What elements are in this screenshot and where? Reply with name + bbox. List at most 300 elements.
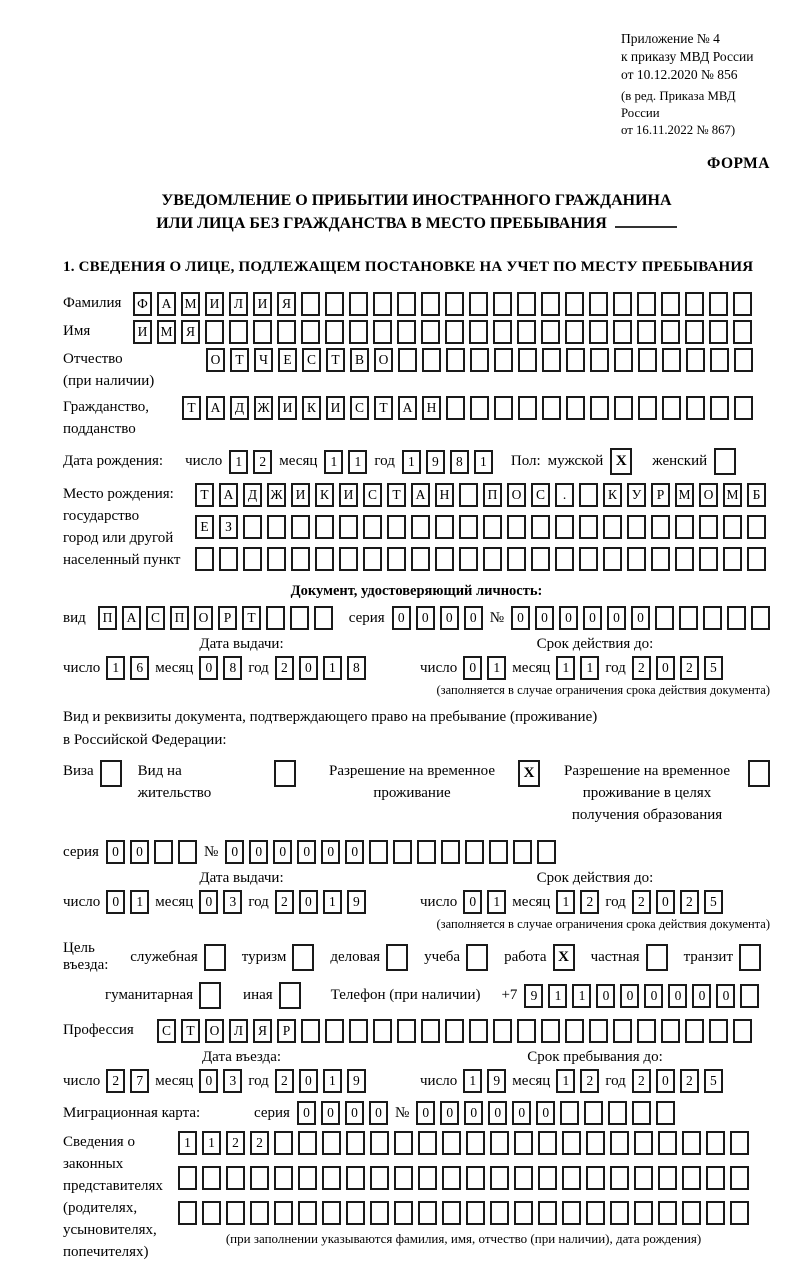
char-cell[interactable] — [733, 320, 752, 344]
char-cell[interactable] — [445, 1019, 464, 1043]
char-cell[interactable] — [608, 1101, 627, 1125]
char-cell[interactable] — [411, 547, 430, 571]
char-cell[interactable]: 8 — [347, 656, 366, 680]
char-cell[interactable]: 2 — [106, 1069, 125, 1093]
purpose-private-checkbox[interactable] — [646, 944, 668, 971]
char-cell[interactable]: 0 — [345, 1101, 364, 1125]
char-cell[interactable]: Л — [229, 1019, 248, 1043]
char-cell[interactable] — [363, 547, 382, 571]
char-cell[interactable] — [446, 348, 465, 372]
char-cell[interactable] — [632, 1101, 651, 1125]
char-cell[interactable] — [603, 515, 622, 539]
char-cell[interactable] — [370, 1131, 389, 1155]
char-cell[interactable]: 1 — [580, 656, 599, 680]
char-cell[interactable] — [398, 348, 417, 372]
char-cell[interactable] — [483, 515, 502, 539]
char-cell[interactable] — [483, 547, 502, 571]
char-cell[interactable] — [394, 1201, 413, 1225]
temp-residence-checkbox[interactable]: X — [518, 760, 540, 787]
char-cell[interactable] — [418, 1201, 437, 1225]
char-cell[interactable]: 0 — [644, 984, 663, 1008]
char-cell[interactable] — [517, 1019, 536, 1043]
char-cell[interactable] — [661, 320, 680, 344]
char-cell[interactable]: 0 — [299, 890, 318, 914]
char-cell[interactable] — [682, 1131, 701, 1155]
char-cell[interactable] — [675, 515, 694, 539]
char-cell[interactable] — [610, 1166, 629, 1190]
char-cell[interactable] — [751, 606, 770, 630]
purpose-official-checkbox[interactable] — [204, 944, 226, 971]
char-cell[interactable] — [613, 320, 632, 344]
char-cell[interactable] — [421, 292, 440, 316]
char-cell[interactable]: 5 — [704, 656, 723, 680]
temp-residence-education-checkbox[interactable] — [748, 760, 770, 787]
char-cell[interactable] — [634, 1131, 653, 1155]
char-cell[interactable] — [740, 984, 759, 1008]
char-cell[interactable]: С — [146, 606, 165, 630]
char-cell[interactable]: 1 — [202, 1131, 221, 1155]
visa-checkbox[interactable] — [100, 760, 122, 787]
char-cell[interactable]: П — [170, 606, 189, 630]
char-cell[interactable] — [634, 1201, 653, 1225]
char-cell[interactable] — [422, 348, 441, 372]
char-cell[interactable] — [514, 1166, 533, 1190]
char-cell[interactable] — [518, 396, 537, 420]
char-cell[interactable] — [613, 1019, 632, 1043]
char-cell[interactable] — [445, 292, 464, 316]
char-cell[interactable] — [579, 515, 598, 539]
char-cell[interactable] — [541, 292, 560, 316]
char-cell[interactable]: 0 — [656, 1069, 675, 1093]
char-cell[interactable]: 0 — [369, 1101, 388, 1125]
char-cell[interactable] — [586, 1131, 605, 1155]
char-cell[interactable]: 1 — [323, 656, 342, 680]
char-cell[interactable]: 1 — [548, 984, 567, 1008]
char-cell[interactable] — [370, 1201, 389, 1225]
char-cell[interactable]: 0 — [596, 984, 615, 1008]
char-cell[interactable]: Е — [195, 515, 214, 539]
char-cell[interactable]: 9 — [487, 1069, 506, 1093]
char-cell[interactable]: Р — [218, 606, 237, 630]
char-cell[interactable]: 0 — [345, 840, 364, 864]
char-cell[interactable] — [565, 292, 584, 316]
char-cell[interactable]: 0 — [692, 984, 711, 1008]
char-cell[interactable] — [349, 320, 368, 344]
purpose-other-checkbox[interactable] — [279, 982, 301, 1009]
char-cell[interactable]: 0 — [416, 606, 435, 630]
char-cell[interactable]: 1 — [487, 656, 506, 680]
char-cell[interactable] — [291, 547, 310, 571]
char-cell[interactable]: 1 — [402, 450, 421, 474]
char-cell[interactable] — [243, 515, 262, 539]
char-cell[interactable]: 0 — [464, 606, 483, 630]
char-cell[interactable]: 0 — [716, 984, 735, 1008]
char-cell[interactable]: Е — [278, 348, 297, 372]
char-cell[interactable] — [637, 292, 656, 316]
char-cell[interactable] — [459, 515, 478, 539]
char-cell[interactable] — [470, 396, 489, 420]
char-cell[interactable] — [658, 1131, 677, 1155]
char-cell[interactable] — [226, 1201, 245, 1225]
char-cell[interactable]: А — [157, 292, 176, 316]
char-cell[interactable] — [517, 292, 536, 316]
char-cell[interactable] — [682, 1201, 701, 1225]
char-cell[interactable] — [469, 320, 488, 344]
char-cell[interactable] — [393, 840, 412, 864]
char-cell[interactable] — [699, 547, 718, 571]
char-cell[interactable] — [747, 547, 766, 571]
char-cell[interactable] — [686, 396, 705, 420]
char-cell[interactable] — [589, 320, 608, 344]
char-cell[interactable] — [590, 396, 609, 420]
char-cell[interactable] — [418, 1131, 437, 1155]
char-cell[interactable]: А — [122, 606, 141, 630]
char-cell[interactable]: 2 — [580, 1069, 599, 1093]
char-cell[interactable] — [685, 320, 704, 344]
char-cell[interactable] — [459, 483, 478, 507]
char-cell[interactable]: 0 — [536, 1101, 555, 1125]
char-cell[interactable] — [494, 348, 513, 372]
char-cell[interactable]: А — [411, 483, 430, 507]
char-cell[interactable] — [723, 515, 742, 539]
char-cell[interactable] — [586, 1166, 605, 1190]
char-cell[interactable] — [339, 515, 358, 539]
char-cell[interactable] — [229, 320, 248, 344]
char-cell[interactable] — [579, 483, 598, 507]
char-cell[interactable] — [253, 320, 272, 344]
char-cell[interactable] — [373, 292, 392, 316]
residence-permit-checkbox[interactable] — [274, 760, 296, 787]
char-cell[interactable]: 3 — [223, 1069, 242, 1093]
char-cell[interactable] — [614, 348, 633, 372]
char-cell[interactable] — [637, 1019, 656, 1043]
char-cell[interactable] — [710, 348, 729, 372]
char-cell[interactable] — [363, 515, 382, 539]
char-cell[interactable] — [541, 320, 560, 344]
char-cell[interactable] — [266, 606, 285, 630]
char-cell[interactable]: 1 — [474, 450, 493, 474]
char-cell[interactable]: 9 — [524, 984, 543, 1008]
char-cell[interactable] — [586, 1201, 605, 1225]
char-cell[interactable] — [435, 515, 454, 539]
char-cell[interactable]: 0 — [559, 606, 578, 630]
char-cell[interactable]: 2 — [253, 450, 272, 474]
char-cell[interactable] — [421, 320, 440, 344]
char-cell[interactable]: Р — [277, 1019, 296, 1043]
char-cell[interactable] — [490, 1131, 509, 1155]
char-cell[interactable]: И — [326, 396, 345, 420]
char-cell[interactable] — [314, 606, 333, 630]
char-cell[interactable] — [493, 1019, 512, 1043]
char-cell[interactable] — [656, 1101, 675, 1125]
char-cell[interactable]: 2 — [275, 890, 294, 914]
char-cell[interactable] — [733, 1019, 752, 1043]
char-cell[interactable] — [250, 1201, 269, 1225]
char-cell[interactable] — [489, 840, 508, 864]
char-cell[interactable] — [494, 396, 513, 420]
char-cell[interactable] — [315, 515, 334, 539]
char-cell[interactable]: И — [339, 483, 358, 507]
char-cell[interactable] — [373, 320, 392, 344]
char-cell[interactable] — [445, 320, 464, 344]
char-cell[interactable] — [466, 1201, 485, 1225]
char-cell[interactable] — [370, 1166, 389, 1190]
char-cell[interactable] — [589, 1019, 608, 1043]
char-cell[interactable] — [627, 515, 646, 539]
char-cell[interactable] — [730, 1201, 749, 1225]
char-cell[interactable]: Т — [387, 483, 406, 507]
char-cell[interactable]: 1 — [556, 1069, 575, 1093]
char-cell[interactable] — [267, 547, 286, 571]
char-cell[interactable]: Т — [230, 348, 249, 372]
char-cell[interactable]: К — [603, 483, 622, 507]
char-cell[interactable] — [301, 320, 320, 344]
char-cell[interactable]: 0 — [299, 1069, 318, 1093]
char-cell[interactable]: 8 — [223, 656, 242, 680]
char-cell[interactable]: К — [315, 483, 334, 507]
char-cell[interactable]: З — [219, 515, 238, 539]
char-cell[interactable] — [274, 1201, 293, 1225]
char-cell[interactable]: 0 — [392, 606, 411, 630]
char-cell[interactable]: С — [531, 483, 550, 507]
char-cell[interactable] — [493, 292, 512, 316]
char-cell[interactable]: 1 — [178, 1131, 197, 1155]
char-cell[interactable] — [531, 515, 550, 539]
char-cell[interactable] — [411, 515, 430, 539]
char-cell[interactable] — [562, 1131, 581, 1155]
char-cell[interactable] — [710, 396, 729, 420]
char-cell[interactable]: 0 — [512, 1101, 531, 1125]
char-cell[interactable]: У — [627, 483, 646, 507]
char-cell[interactable] — [541, 1019, 560, 1043]
char-cell[interactable] — [469, 1019, 488, 1043]
char-cell[interactable]: 0 — [199, 656, 218, 680]
char-cell[interactable] — [397, 320, 416, 344]
char-cell[interactable]: 1 — [487, 890, 506, 914]
char-cell[interactable] — [322, 1201, 341, 1225]
char-cell[interactable] — [603, 547, 622, 571]
char-cell[interactable]: К — [302, 396, 321, 420]
char-cell[interactable]: 1 — [348, 450, 367, 474]
char-cell[interactable] — [661, 292, 680, 316]
char-cell[interactable]: 0 — [299, 656, 318, 680]
char-cell[interactable]: 2 — [680, 1069, 699, 1093]
char-cell[interactable]: 1 — [556, 656, 575, 680]
char-cell[interactable]: Т — [181, 1019, 200, 1043]
char-cell[interactable]: М — [181, 292, 200, 316]
char-cell[interactable] — [346, 1201, 365, 1225]
char-cell[interactable] — [614, 396, 633, 420]
char-cell[interactable] — [465, 840, 484, 864]
char-cell[interactable]: 0 — [440, 1101, 459, 1125]
char-cell[interactable]: 2 — [226, 1131, 245, 1155]
char-cell[interactable]: Т — [182, 396, 201, 420]
char-cell[interactable] — [658, 1166, 677, 1190]
char-cell[interactable] — [562, 1166, 581, 1190]
char-cell[interactable] — [178, 1201, 197, 1225]
char-cell[interactable]: А — [219, 483, 238, 507]
char-cell[interactable] — [723, 547, 742, 571]
char-cell[interactable]: Я — [181, 320, 200, 344]
char-cell[interactable]: 0 — [656, 890, 675, 914]
char-cell[interactable] — [613, 292, 632, 316]
char-cell[interactable]: Л — [229, 292, 248, 316]
char-cell[interactable]: Н — [422, 396, 441, 420]
char-cell[interactable]: И — [291, 483, 310, 507]
char-cell[interactable] — [730, 1166, 749, 1190]
char-cell[interactable] — [219, 547, 238, 571]
char-cell[interactable] — [651, 547, 670, 571]
char-cell[interactable] — [610, 1131, 629, 1155]
char-cell[interactable] — [537, 840, 556, 864]
char-cell[interactable]: И — [205, 292, 224, 316]
char-cell[interactable]: 0 — [321, 840, 340, 864]
char-cell[interactable]: 1 — [106, 656, 125, 680]
char-cell[interactable] — [685, 1019, 704, 1043]
char-cell[interactable]: 2 — [680, 656, 699, 680]
char-cell[interactable]: 0 — [535, 606, 554, 630]
char-cell[interactable] — [627, 547, 646, 571]
char-cell[interactable] — [291, 515, 310, 539]
char-cell[interactable]: 0 — [607, 606, 626, 630]
char-cell[interactable]: 2 — [275, 656, 294, 680]
char-cell[interactable] — [555, 547, 574, 571]
char-cell[interactable]: Д — [243, 483, 262, 507]
char-cell[interactable]: М — [157, 320, 176, 344]
char-cell[interactable] — [470, 348, 489, 372]
char-cell[interactable]: В — [350, 348, 369, 372]
char-cell[interactable]: 0 — [464, 1101, 483, 1125]
char-cell[interactable]: 2 — [275, 1069, 294, 1093]
char-cell[interactable] — [202, 1166, 221, 1190]
char-cell[interactable]: 1 — [556, 890, 575, 914]
char-cell[interactable] — [706, 1131, 725, 1155]
char-cell[interactable] — [675, 547, 694, 571]
char-cell[interactable] — [243, 547, 262, 571]
char-cell[interactable]: 1 — [323, 1069, 342, 1093]
char-cell[interactable]: С — [157, 1019, 176, 1043]
char-cell[interactable] — [638, 348, 657, 372]
char-cell[interactable] — [514, 1131, 533, 1155]
char-cell[interactable] — [442, 1166, 461, 1190]
purpose-study-checkbox[interactable] — [466, 944, 488, 971]
char-cell[interactable] — [507, 515, 526, 539]
char-cell[interactable] — [369, 840, 388, 864]
char-cell[interactable]: 0 — [321, 1101, 340, 1125]
char-cell[interactable]: П — [483, 483, 502, 507]
char-cell[interactable] — [441, 840, 460, 864]
char-cell[interactable] — [394, 1131, 413, 1155]
char-cell[interactable] — [565, 1019, 584, 1043]
char-cell[interactable] — [349, 292, 368, 316]
char-cell[interactable]: 0 — [463, 656, 482, 680]
char-cell[interactable]: 0 — [463, 890, 482, 914]
char-cell[interactable] — [562, 1201, 581, 1225]
purpose-humanitarian-checkbox[interactable] — [199, 982, 221, 1009]
char-cell[interactable] — [417, 840, 436, 864]
char-cell[interactable] — [514, 1201, 533, 1225]
char-cell[interactable] — [655, 606, 674, 630]
char-cell[interactable]: 0 — [297, 840, 316, 864]
char-cell[interactable] — [301, 1019, 320, 1043]
char-cell[interactable] — [555, 515, 574, 539]
char-cell[interactable] — [733, 292, 752, 316]
char-cell[interactable]: 1 — [572, 984, 591, 1008]
char-cell[interactable] — [346, 1131, 365, 1155]
char-cell[interactable]: 1 — [324, 450, 343, 474]
char-cell[interactable]: И — [278, 396, 297, 420]
char-cell[interactable] — [709, 292, 728, 316]
char-cell[interactable]: 2 — [580, 890, 599, 914]
char-cell[interactable]: 8 — [450, 450, 469, 474]
char-cell[interactable]: А — [206, 396, 225, 420]
char-cell[interactable] — [466, 1166, 485, 1190]
char-cell[interactable] — [565, 320, 584, 344]
char-cell[interactable] — [315, 547, 334, 571]
char-cell[interactable] — [274, 1166, 293, 1190]
char-cell[interactable] — [339, 547, 358, 571]
char-cell[interactable] — [442, 1201, 461, 1225]
char-cell[interactable]: С — [302, 348, 321, 372]
char-cell[interactable] — [435, 547, 454, 571]
purpose-tourism-checkbox[interactable] — [292, 944, 314, 971]
char-cell[interactable] — [274, 1131, 293, 1155]
char-cell[interactable]: 0 — [199, 890, 218, 914]
female-checkbox[interactable] — [714, 448, 736, 475]
char-cell[interactable] — [466, 1131, 485, 1155]
char-cell[interactable]: 0 — [631, 606, 650, 630]
char-cell[interactable] — [298, 1131, 317, 1155]
char-cell[interactable] — [493, 320, 512, 344]
char-cell[interactable] — [590, 348, 609, 372]
char-cell[interactable] — [205, 320, 224, 344]
char-cell[interactable] — [202, 1201, 221, 1225]
char-cell[interactable] — [387, 547, 406, 571]
char-cell[interactable]: И — [133, 320, 152, 344]
char-cell[interactable]: 0 — [620, 984, 639, 1008]
char-cell[interactable] — [250, 1166, 269, 1190]
char-cell[interactable]: 2 — [632, 656, 651, 680]
char-cell[interactable] — [658, 1201, 677, 1225]
char-cell[interactable]: 0 — [297, 1101, 316, 1125]
char-cell[interactable] — [267, 515, 286, 539]
char-cell[interactable] — [566, 348, 585, 372]
char-cell[interactable]: С — [350, 396, 369, 420]
char-cell[interactable] — [418, 1166, 437, 1190]
char-cell[interactable]: О — [374, 348, 393, 372]
char-cell[interactable] — [634, 1166, 653, 1190]
char-cell[interactable] — [727, 606, 746, 630]
char-cell[interactable]: М — [723, 483, 742, 507]
char-cell[interactable] — [277, 320, 296, 344]
char-cell[interactable]: О — [206, 348, 225, 372]
char-cell[interactable] — [322, 1166, 341, 1190]
char-cell[interactable] — [686, 348, 705, 372]
char-cell[interactable] — [542, 396, 561, 420]
char-cell[interactable]: 0 — [106, 890, 125, 914]
char-cell[interactable]: 9 — [426, 450, 445, 474]
char-cell[interactable]: 0 — [225, 840, 244, 864]
char-cell[interactable]: Н — [435, 483, 454, 507]
char-cell[interactable]: М — [675, 483, 694, 507]
char-cell[interactable] — [637, 320, 656, 344]
char-cell[interactable] — [538, 1201, 557, 1225]
char-cell[interactable] — [394, 1166, 413, 1190]
char-cell[interactable]: С — [363, 483, 382, 507]
char-cell[interactable] — [154, 840, 173, 864]
char-cell[interactable] — [195, 547, 214, 571]
char-cell[interactable]: 2 — [632, 890, 651, 914]
